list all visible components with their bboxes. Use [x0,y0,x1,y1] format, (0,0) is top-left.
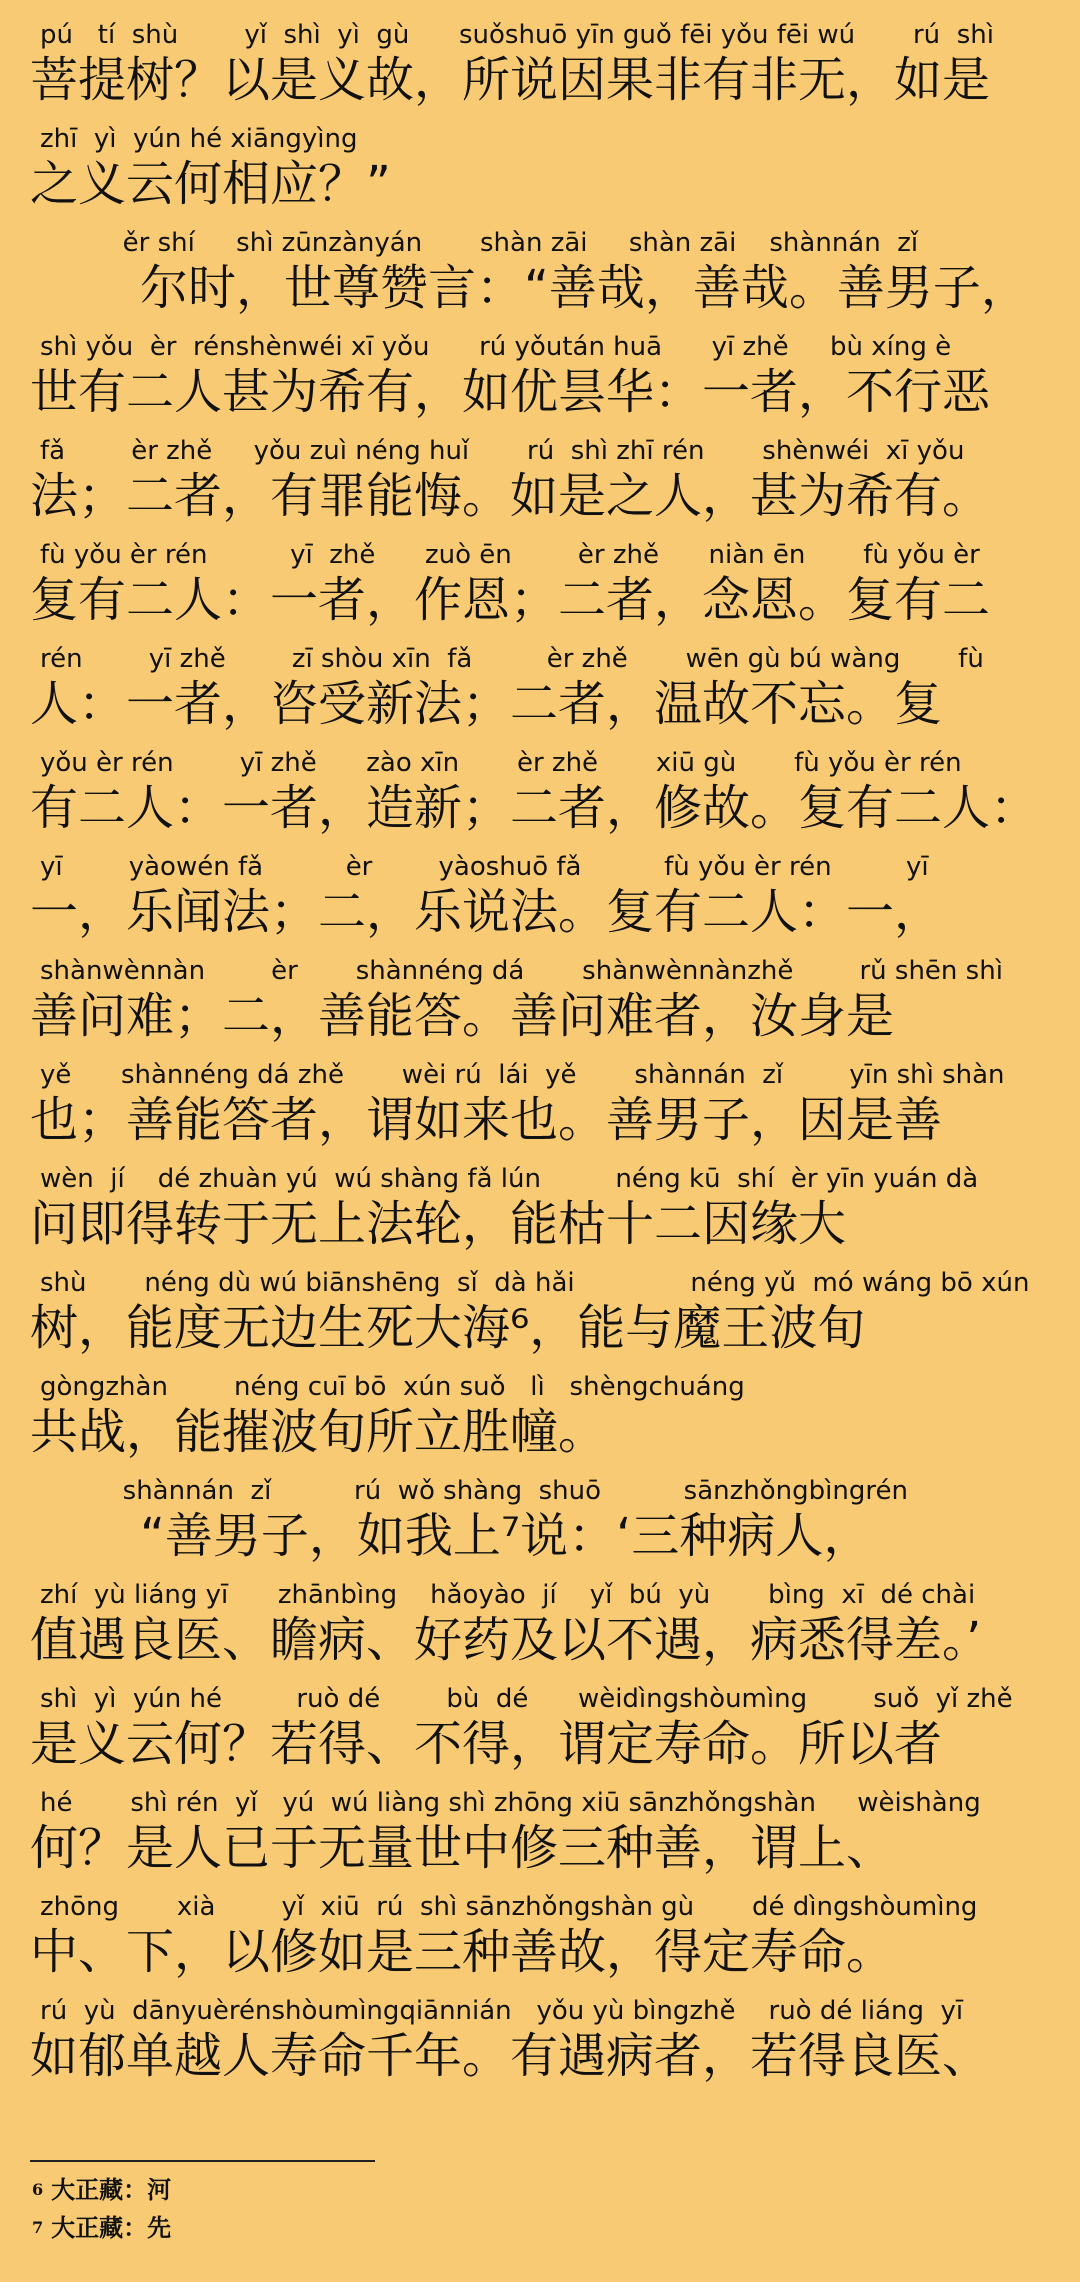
chinese-text: 世有二人甚为希有，如优昙华：一者，不行恶 [30,364,991,420]
pinyin-annotation: rú yù dānyuèrénshòumìngqiānnián yǒu yù bìngzhě ruò dé liáng yī [40,1996,964,2026]
chinese-text: 共战，能摧波旬所立胜幢。 [30,1404,607,1460]
pinyin-annotation: fǎ èr zhě yǒu zuì néng huǐ rú shì zhī rén shènwéi xī yǒu [40,436,965,466]
chinese-text: 何？是人已于无量世中修三种善，谓上、 [30,1820,895,1876]
footnote-7 [32,2213,171,2243]
chinese-text: 树，能度无边生死大海⁶，能与魔王波旬 [30,1300,866,1356]
pinyin-annotation: shì yì yún hé ruò dé bù dé wèidìngshòumìng suǒ yǐ zhě [40,1684,1013,1714]
footnote-number: 6 [32,2180,44,2199]
chinese-text: 尔时，世尊赞言：“善哉，善哉。善男子， [140,260,1029,316]
pinyin-annotation: hé shì rén yǐ yú wú liàng shì zhōng xiū sānzhǒngshàn wèishàng [40,1788,981,1818]
pinyin-annotation: shì yǒu èr rénshènwéi xī yǒu rú yǒután huā yī zhě bù xíng è [40,332,952,362]
chinese-text: 中、下，以修如是三种善故，得定寿命。 [30,1924,895,1980]
chinese-text: 值遇良医、瞻病、好药及以不遇，病悉得差。’ [30,1612,982,1668]
chinese-text: 如郁单越人寿命千年。有遇病者，若得良医、 [30,2028,991,2084]
chinese-text: 人：一者，咨受新法；二者，温故不忘。复 [30,676,943,732]
pinyin-annotation: zhī yì yún hé xiāngyìng [40,124,358,154]
pinyin-annotation: shànnán zǐ rú wǒ shàng shuō sānzhǒngbìngrén [40,1476,908,1506]
pinyin-annotation: wèn jí dé zhuàn yú wú shàng fǎ lún néng kū shí èr yīn yuán dà [40,1164,979,1194]
pinyin-annotation: ěr shí shì zūnzànyán shàn zāi shàn zāi shànnán zǐ [40,228,919,258]
footnote-text: 大正藏：先 [51,2213,172,2242]
chinese-text: “善男子，如我上⁷说：‘三种病人， [140,1508,872,1564]
chinese-text: 问即得转于无上法轮，能枯十二因缘大 [30,1196,847,1252]
chinese-text: 也；善能答者，谓如来也。善男子，因是善 [30,1092,943,1148]
pinyin-annotation: pú tí shù yǐ shì yì gù suǒshuō yīn guǒ fēi yǒu fēi wú rú shì [40,20,994,50]
chinese-text: 一，乐闻法；二，乐说法。复有二人：一， [30,884,943,940]
chinese-text: 菩提树？以是义故，所说因果非有非无，如是 [30,52,991,108]
pinyin-annotation: rén yī zhě zī shòu xīn fǎ èr zhě wēn gù bú wàng fù [40,644,984,674]
chinese-text: 复有二人：一者，作恩；二者，念恩。复有二 [30,572,991,628]
footnote-text: 大正藏：河 [51,2175,172,2204]
pinyin-annotation: yǒu èr rén yī zhě zào xīn èr zhě xiū gù fù yǒu èr rén [40,748,962,778]
chinese-text: 善问难；二，善能答。善问难者，汝身是 [30,988,895,1044]
chinese-text: 是义云何？若得、不得，谓定寿命。所以者 [30,1716,943,1772]
footnote-divider [30,2160,375,2162]
pinyin-annotation: shànwènnàn èr shànnéng dá shànwènnànzhě rǔ shēn shì [40,956,1003,986]
pinyin-annotation: yě shànnéng dá zhě wèi rú lái yě shànnán zǐ yīn shì shàn [40,1060,1005,1090]
chinese-text: 有二人：一者，造新；二者，修故。复有二人： [30,780,1039,836]
pinyin-annotation: shù néng dù wú biānshēng sǐ dà hǎi néng yǔ mó wáng bō xún [40,1268,1030,1298]
footnote-6 [32,2175,171,2205]
footnote-number: 7 [32,2218,44,2237]
chinese-text: 法；二者，有罪能悔。如是之人，甚为希有。 [30,468,991,524]
pinyin-annotation: yī yàowén fǎ èr yàoshuō fǎ fù yǒu èr rén yī [40,852,929,882]
pinyin-annotation: zhōng xià yǐ xiū rú shì sānzhǒngshàn gù dé dìngshòumìng [40,1892,978,1922]
chinese-text: 之义云何相应？” [30,156,391,212]
pinyin-annotation: gòngzhàn néng cuī bō xún suǒ lì shèngchuáng [40,1372,745,1402]
pinyin-annotation: fù yǒu èr rén yī zhě zuò ēn èr zhě niàn ēn fù yǒu èr [40,540,980,570]
pinyin-annotation: zhí yù liáng yī zhānbìng hǎoyào jí yǐ bú yù bìng xī dé chài [40,1580,976,1610]
